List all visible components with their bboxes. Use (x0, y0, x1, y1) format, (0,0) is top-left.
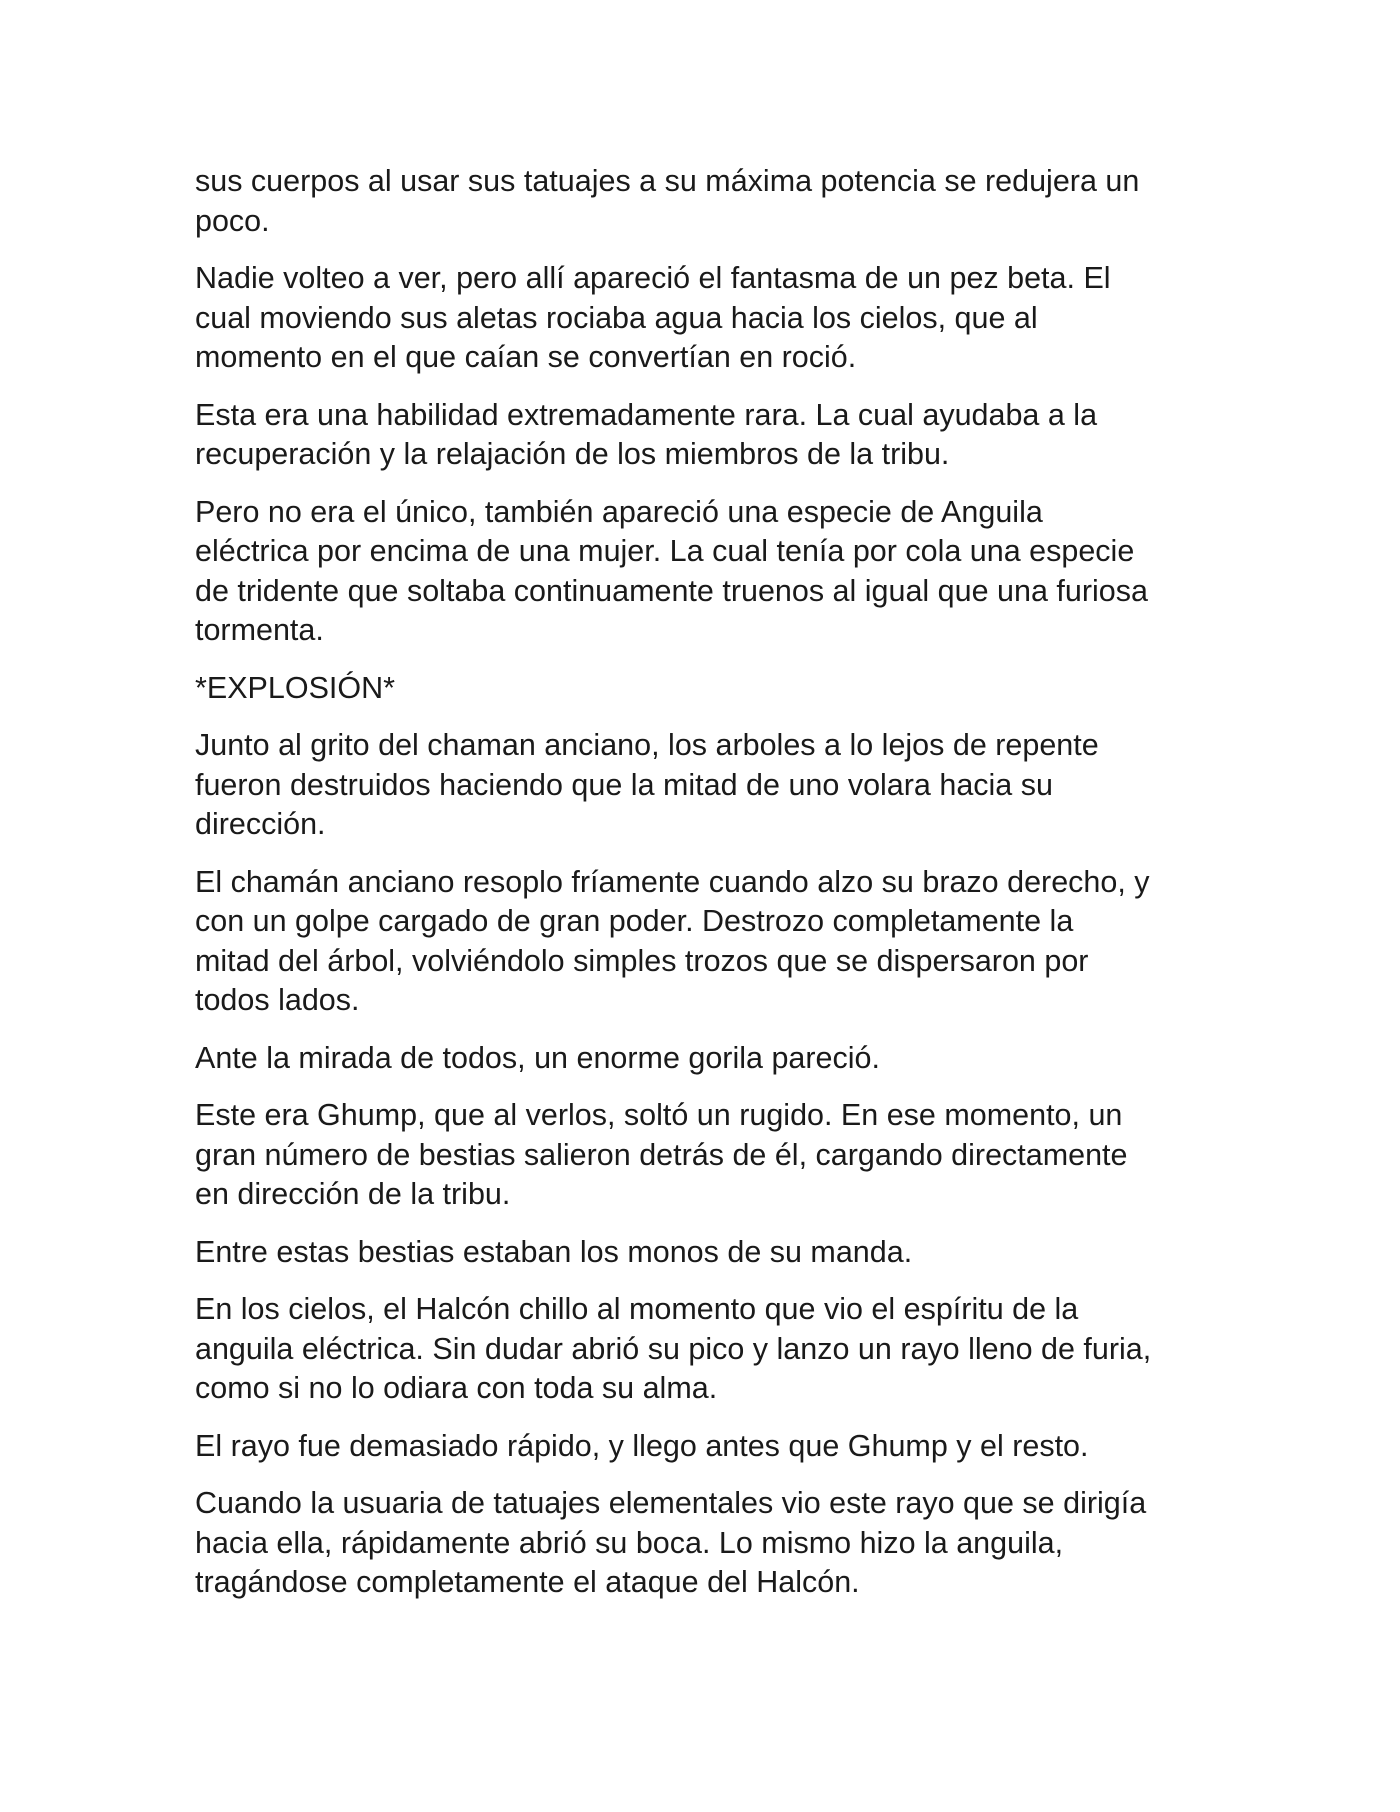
text-line: en dirección de la tribu. (195, 1177, 511, 1211)
paragraph (195, 863, 1215, 1021)
text-line: dirección. (195, 807, 326, 841)
paragraph (195, 162, 1215, 241)
paragraph (195, 1233, 1215, 1273)
text-line: mitad del árbol, volviéndolo simples trozos que se dispersaron por (195, 943, 1089, 978)
text-line: todos lados. (195, 983, 360, 1017)
text-line: El chamán anciano resoplo fríamente cuando alzo su brazo derecho, y (195, 864, 1150, 899)
paragraph (195, 259, 1215, 378)
text-line: Ante la mirada de todos, un enorme gorila pareció. (195, 1040, 880, 1075)
text-line: cual moviendo sus aletas rociaba agua hacia los cielos, que al (195, 300, 1038, 335)
text-line: con un golpe cargado de gran poder. Destrozo completamente la (195, 904, 1074, 938)
text-line: sus cuerpos al usar sus tatuajes a su máxima potencia se redujera un (195, 164, 1140, 198)
text-line: poco. (195, 203, 270, 238)
text-line: fueron destruidos haciendo que la mitad de uno volara hacia su (195, 767, 1053, 802)
paragraph (195, 1039, 1215, 1079)
text-line: El rayo fue demasiado rápido, y llego antes que Ghump y el resto. (195, 1428, 1089, 1463)
text-line: de tridente que soltaba continuamente truenos al igual que una furiosa (195, 573, 1148, 608)
text-line: Entre estas bestias estaban los monos de su manda. (195, 1234, 913, 1269)
text-line: eléctrica por encima de una mujer. La cual tenía por cola una especie (195, 534, 1135, 568)
paragraph (195, 1484, 1215, 1603)
text-line: Esta era una habilidad extremadamente rara. La cual ayudaba a la (195, 397, 1098, 432)
text-line: tormenta. (195, 613, 324, 647)
text-line: Este era Ghump, que al verlos, soltó un rugido. En ese momento, un (195, 1098, 1123, 1132)
text-line: En los cielos, el Halcón chillo al momento que vio el espíritu de la (195, 1292, 1079, 1326)
paragraph (195, 396, 1215, 475)
paragraph (195, 1427, 1215, 1467)
text-line: anguila eléctrica. Sin dudar abrió su pico y lanzo un rayo lleno de furia, (195, 1331, 1152, 1366)
paragraph (195, 493, 1215, 651)
text-line: Pero no era el único, también apareció una especie de Anguila (195, 494, 1043, 529)
paragraph (195, 726, 1215, 845)
text-line: Cuando la usuaria de tatuajes elementales vio este rayo que se dirigía (195, 1486, 1147, 1520)
text-line: Nadie volteo a ver, pero allí apareció el fantasma de un pez beta. El (195, 261, 1111, 295)
text-line: recuperación y la relajación de los miembros de la tribu. (195, 437, 950, 471)
text-line: hacia ella, rápidamente abrió su boca. Lo mismo hizo la anguila, (195, 1525, 1064, 1560)
text-line: *EXPLOSIÓN* (195, 670, 396, 705)
text-line: como si no lo odiara con toda su alma. (195, 1371, 718, 1405)
document-body (195, 162, 1215, 1621)
text-line: Junto al grito del chaman anciano, los arboles a lo lejos de repente (195, 728, 1099, 762)
text-line: gran número de bestias salieron detrás de él, cargando directamente (195, 1137, 1128, 1172)
text-line: tragándose completamente el ataque del Halcón. (195, 1565, 860, 1599)
paragraph (195, 1290, 1215, 1409)
text-line: momento en el que caían se convertían en roció. (195, 340, 857, 374)
paragraph (195, 669, 1215, 709)
paragraph (195, 1096, 1215, 1215)
